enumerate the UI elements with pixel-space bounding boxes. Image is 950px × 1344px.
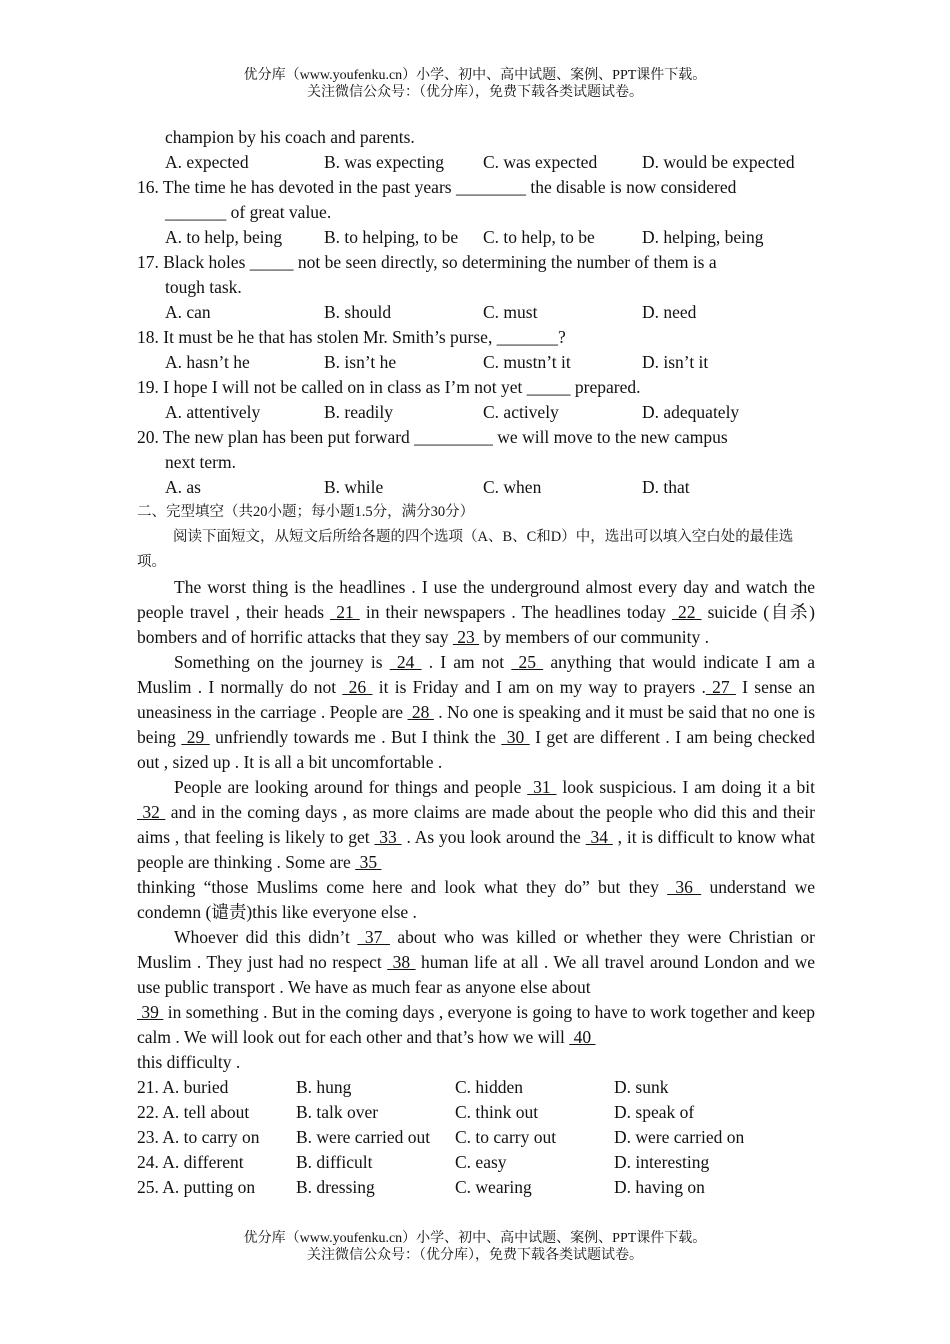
q18-options bbox=[137, 350, 815, 375]
q20-stem: 20. The new plan has been put forward _________ we will move to the new campus bbox=[137, 427, 728, 447]
blank-37: 37 bbox=[357, 927, 390, 947]
option: C. to help, to be bbox=[483, 227, 595, 247]
passage-paragraph-1: The worst thing is the headlines . I use the underground almost every day and watch the people travel , their heads 21 in their newspapers . The headlines today 22 suicide (自杀) bombers and of horrific attacks that they say 23 by members of our community . bbox=[137, 577, 815, 647]
choice-row-23: 23. A. to carry on B. were carried out C. to carry out D. were carried on bbox=[137, 1127, 745, 1147]
blank-27: 27 bbox=[705, 677, 736, 697]
option: C. must bbox=[483, 302, 538, 322]
q18-stem: 18. It must be he that has stolen Mr. Smith’s purse, _______? bbox=[137, 327, 566, 347]
option: D. would be expected bbox=[642, 152, 795, 172]
choice-row-21: 21. A. buried B. hung C. hidden D. sunk bbox=[137, 1077, 669, 1097]
blank-30: 30 bbox=[501, 727, 530, 747]
passage-paragraph-4-end: this difficulty . bbox=[137, 1052, 241, 1072]
passage-paragraph-4: Whoever did this didn’t 37 about who was killed or whether they were Christian or Muslim . They just had no respect 38 human life at all . We all travel around London and we use public transport . We have as much fear as anyone else about bbox=[137, 927, 816, 997]
blank-36: 36 bbox=[667, 877, 702, 897]
option: B. was expecting bbox=[324, 152, 445, 172]
blank-28: 28 bbox=[407, 702, 434, 722]
q17-stem: 17. Black holes _____ not be seen directly, so determining the number of them is a bbox=[137, 252, 717, 272]
option: B. should bbox=[324, 302, 392, 322]
choice-row-25: 25. A. putting on B. dressing C. wearing D. having on bbox=[137, 1177, 705, 1197]
option: A. hasn’t he bbox=[165, 352, 250, 372]
header-line-1: 优分库（www.youfenku.cn）小学、初中、高中试题、案例、PPT课件下载。 bbox=[243, 68, 707, 83]
option: B. readily bbox=[324, 402, 394, 422]
blank-23: 23 bbox=[452, 627, 480, 647]
footer-line-1: 优分库（www.youfenku.cn）小学、初中、高中试题、案例、PPT课件下载。 bbox=[243, 1231, 707, 1246]
option: B. while bbox=[324, 477, 384, 497]
passage-paragraph-3-cont: thinking “those Muslims come here and look what they do” but they 36 understand we condemn (谴责)this like everyone else . bbox=[137, 877, 815, 922]
option: A. can bbox=[165, 302, 211, 322]
option: C. was expected bbox=[483, 152, 598, 172]
option: A. expected bbox=[165, 152, 249, 172]
blank-29: 29 bbox=[181, 727, 210, 747]
option: C. when bbox=[483, 477, 542, 497]
passage-paragraph-4-cont: 39 in something . But in the coming days , everyone is going to have to work together and keep calm . We will look out for each other and that’s how we will 40 bbox=[137, 1002, 815, 1047]
blank-35: 35 bbox=[355, 852, 382, 872]
q19-options bbox=[137, 400, 815, 425]
q20-stem-cont: next term. bbox=[165, 452, 236, 472]
footer-line-2: 关注微信公众号：（优分库），免费下载各类试题试卷。 bbox=[307, 1248, 643, 1263]
passage-paragraph-3: People are looking around for things and people 31 look suspicious. I am doing it a bit 32 and in the coming days , as more claims are made about the people who did this and their aims , that feeling is likely to get 33 . As you look around the 34 , it is difficult to know what people are thinking . Some are 35 bbox=[137, 777, 816, 872]
page-header bbox=[0, 67, 950, 101]
q15-options bbox=[137, 150, 815, 175]
blank-33: 33 bbox=[374, 827, 402, 847]
option: D. helping, being bbox=[642, 227, 764, 247]
option: D. isn’t it bbox=[642, 352, 709, 372]
section-title: 二、完型填空（共20小题；每小题1.5分，满分30分） bbox=[137, 504, 475, 520]
option: D. adequately bbox=[642, 402, 740, 422]
section-instruction: 阅读下面短文，从短文后所给各题的四个选项（A、B、C和D）中，选出可以填入空白处的最佳选项。 bbox=[137, 529, 794, 570]
q17-stem-cont: tough task. bbox=[165, 277, 242, 297]
passage-paragraph-2: Something on the journey is 24 . I am not 25 anything that would indicate I am a Muslim . I normally do not 26 it is Friday and I am on my way to prayers . 27 I sense an uneasiness in the carriage . People are 28 . No one is speaking and it must be said that no one is being 29 unfriendly towards me . But I think the 30 I get are different . I am being checked out , sized up . It is all a bit uncomfortable . bbox=[137, 652, 816, 772]
q17-options bbox=[137, 300, 815, 325]
q20-options bbox=[137, 475, 815, 500]
q16-options bbox=[137, 225, 815, 250]
blank-40: 40 bbox=[569, 1027, 596, 1047]
option: B. to helping, to be bbox=[324, 227, 459, 247]
blank-34: 34 bbox=[585, 827, 613, 847]
exam-content bbox=[137, 125, 815, 1200]
blank-21: 21 bbox=[330, 602, 360, 622]
option: B. isn’t he bbox=[324, 352, 397, 372]
blank-22: 22 bbox=[671, 602, 702, 622]
q16-stem: 16. The time he has devoted in the past years ________ the disable is now considered bbox=[137, 177, 737, 197]
option: A. attentively bbox=[165, 402, 261, 422]
option: C. mustn’t it bbox=[483, 352, 571, 372]
blank-39: 39 bbox=[137, 1002, 164, 1022]
blank-24: 24 bbox=[389, 652, 422, 672]
page-footer bbox=[0, 1230, 950, 1264]
option: A. as bbox=[165, 477, 201, 497]
blank-31: 31 bbox=[527, 777, 557, 797]
option: D. need bbox=[642, 302, 697, 322]
choice-row-22: 22. A. tell about B. talk over C. think out D. speak of bbox=[137, 1102, 695, 1122]
q19-stem: 19. I hope I will not be called on in class as I’m not yet _____ prepared. bbox=[137, 377, 641, 397]
header-line-2: 关注微信公众号：（优分库），免费下载各类试题试卷。 bbox=[307, 85, 643, 100]
q15-continuation: champion by his coach and parents. bbox=[165, 127, 415, 147]
blank-25: 25 bbox=[511, 652, 544, 672]
blank-32: 32 bbox=[137, 802, 166, 822]
blank-38: 38 bbox=[387, 952, 416, 972]
blank-26: 26 bbox=[342, 677, 373, 697]
choice-row-24: 24. A. different B. difficult C. easy D. interesting bbox=[137, 1152, 710, 1172]
option: D. that bbox=[642, 477, 690, 497]
option: A. to help, being bbox=[165, 227, 283, 247]
q16-stem-cont: _______ of great value. bbox=[165, 202, 332, 222]
option: C. actively bbox=[483, 402, 559, 422]
